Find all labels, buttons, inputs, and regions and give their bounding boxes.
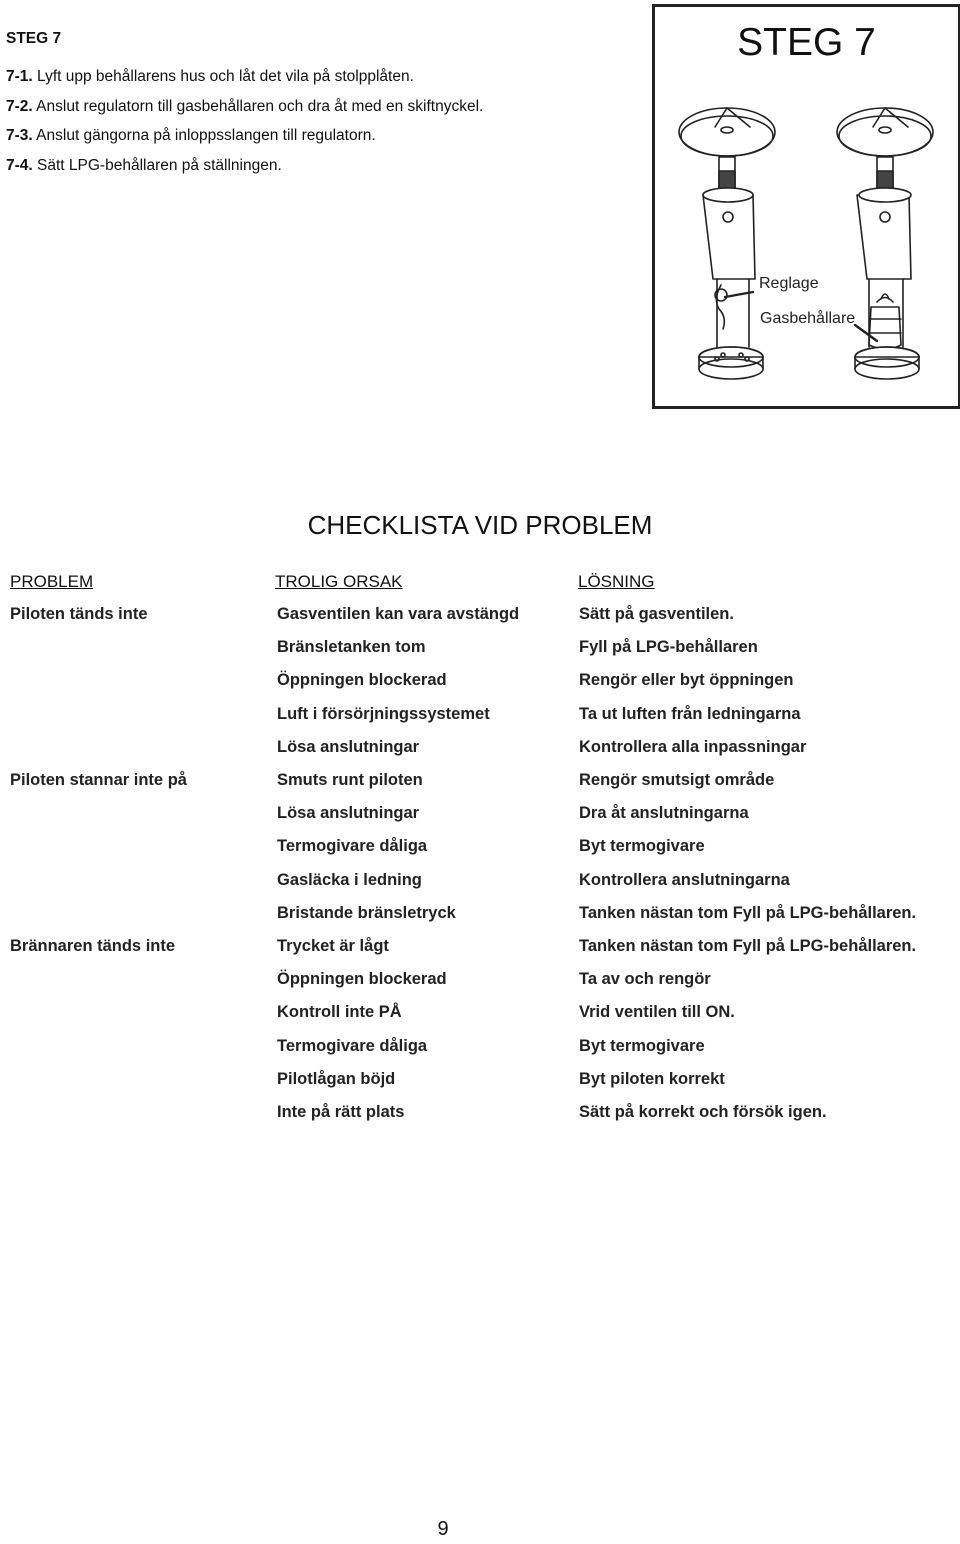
checklist-title: CHECKLISTA VID PROBLEM [307,510,653,540]
step-text: Lyft upp behållarens hus och låt det vila på stolpplåten. [37,68,414,85]
table-row [0,970,960,1000]
table-row [0,871,960,901]
step-item [6,92,483,122]
cell-cause: Gasventilen kan vara avstängd [277,605,520,623]
cell-problem: Piloten stannar inte på [10,771,187,789]
table-row [0,638,960,668]
table-row [0,738,960,768]
cell-cause: Lösa anslutningar [277,804,420,822]
cell-solution: Tanken nästan tom Fyll på LPG-behållaren. [579,937,917,955]
cell-cause: Smuts runt piloten [277,771,423,789]
step-number: 7-3. [6,127,33,144]
cell-problem: Piloten tänds inte [10,605,148,623]
column-header-cause: TROLIG ORSAK [275,572,403,591]
table-row [0,1037,960,1067]
table-row [0,837,960,867]
cell-cause: Kontroll inte PÅ [277,1003,402,1021]
step-heading: STEG 7 [6,30,62,47]
step-text: Anslut regulatorn till gasbehållaren och dra åt med en skiftnyckel. [36,97,484,115]
table-row [0,671,960,701]
step-instructions [6,62,483,180]
step-text: Anslut gängorna på inloppsslangen till regulatorn. [36,127,376,144]
cell-cause: Trycket är lågt [277,937,389,955]
step-item [6,151,483,181]
column-header-solution: LÖSNING [578,572,655,591]
table-row [0,1070,960,1100]
step-number: 7-1. [6,68,33,85]
cell-solution: Byt termogivare [579,837,705,855]
cell-cause: Öppningen blockerad [277,671,447,689]
cell-cause: Bristande bränsletryck [277,904,456,922]
figure-title: STEG 7 [737,21,876,64]
cell-cause: Pilotlågan böjd [277,1070,396,1088]
step-number: 7-4. [6,156,33,174]
column-header-problem: PROBLEM [10,572,94,591]
step-item [6,62,483,92]
table-row [0,904,960,934]
patio-heater-illustration [655,7,958,406]
cell-cause: Bränsletanken tom [277,638,426,656]
cell-cause: Gasläcka i ledning [277,871,422,889]
step-item [6,121,483,151]
table-row [0,705,960,735]
cell-cause: Termogivare dåliga [277,1037,428,1055]
cell-solution: Tanken nästan tom Fyll på LPG-behållaren. [579,904,917,922]
callout-regulator: Reglage [759,275,819,292]
cell-solution: Byt piloten korrekt [579,1070,725,1088]
cell-cause: Termogivare dåliga [277,837,428,855]
table-row [0,804,960,834]
cell-solution: Kontrollera alla inpassningar [579,738,807,756]
cell-cause: Öppningen blockerad [277,970,447,988]
cell-solution: Byt termogivare [579,1037,705,1055]
cell-solution: Fyll på LPG-behållaren [579,638,758,656]
cell-solution: Sätt på korrekt och försök igen. [579,1103,827,1121]
cell-solution: Rengör smutsigt område [579,771,775,789]
cell-solution: Vrid ventilen till ON. [579,1003,735,1021]
cell-solution: Ta ut luften från ledningarna [579,705,801,723]
cell-cause: Lösa anslutningar [277,738,420,756]
cell-solution: Dra åt anslutningarna [579,804,749,822]
callout-gas-tank: Gasbehållare [760,310,856,327]
table-row [0,937,960,967]
table-row [0,605,960,635]
table-row [0,771,960,801]
table-row [0,1003,960,1033]
cell-solution: Sätt på gasventilen. [579,605,734,623]
step-figure [652,4,960,409]
step-text: Sätt LPG-behållaren på ställningen. [37,156,282,174]
step-number: 7-2. [6,97,33,115]
table-row [0,1103,960,1133]
cell-cause: Inte på rätt plats [277,1103,405,1121]
cell-problem: Brännaren tänds inte [10,937,176,955]
cell-cause: Luft i försörjningssystemet [277,705,490,723]
page-number: 9 [437,1518,449,1540]
cell-solution: Kontrollera anslutningarna [579,871,790,889]
cell-solution: Ta av och rengör [579,970,711,988]
cell-solution: Rengör eller byt öppningen [579,671,794,689]
